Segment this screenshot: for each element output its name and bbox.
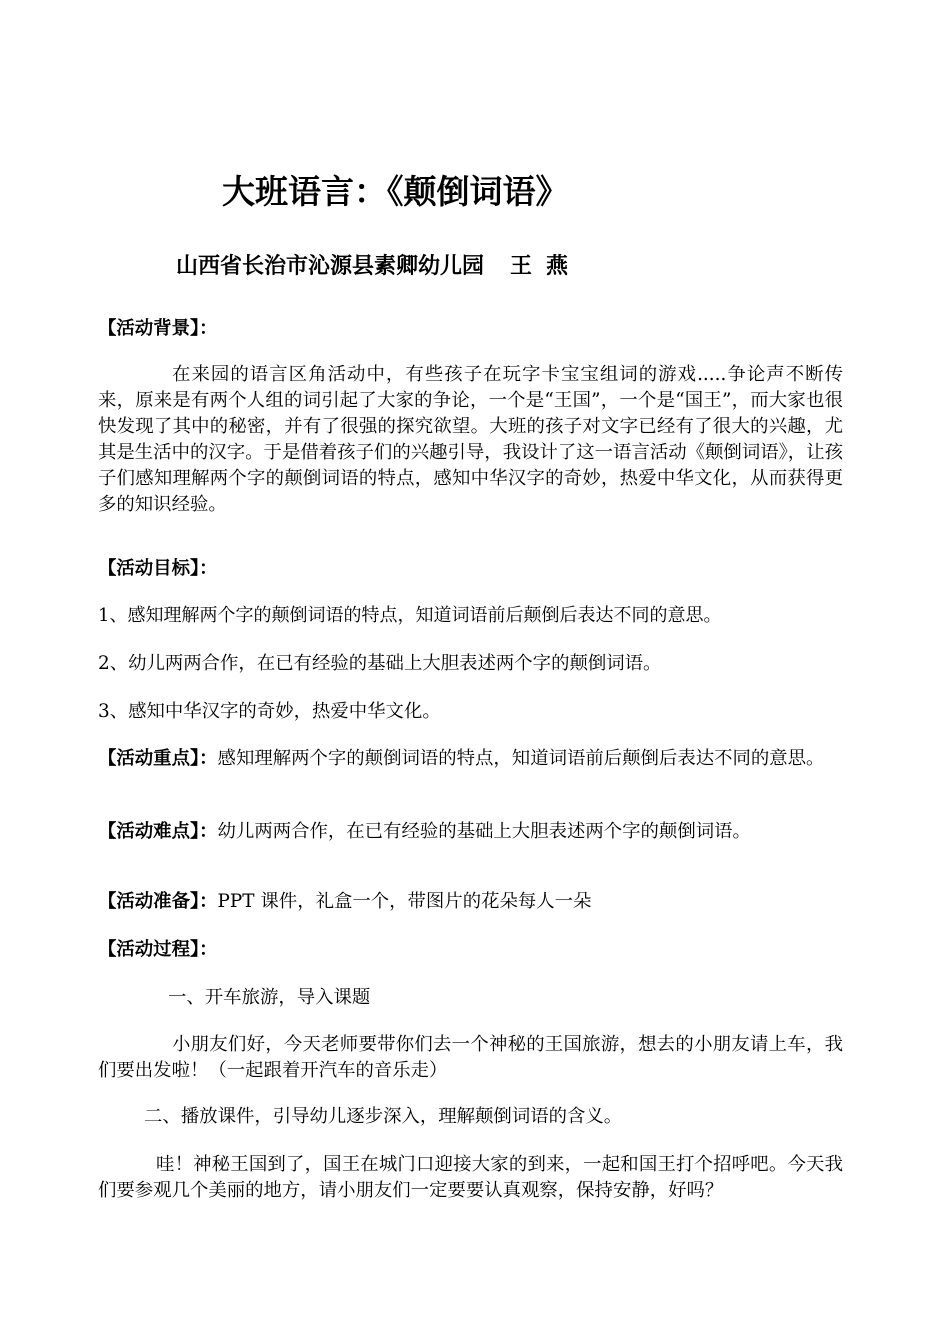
difficulty-text: 幼儿两两合作，在已有经验的基础上大胆表述两个字的颠倒词语。 (217, 821, 751, 842)
difficulty-section (98, 819, 843, 845)
process-step-2: 二、播放课件，引导幼儿逐步深入，理解颠倒词语的含义。 (144, 1106, 623, 1127)
key-point-heading: 【活动重点】： (98, 748, 218, 769)
background-text: 在来园的语言区角活动中，有些孩子在玩字卡宝宝组词的游戏.....争论声不断传来，原来是有两个人组的词引起了大家的争论，一个是“王国”，一个是“国王”，而大家也很快发现了其中的秘密，并有了很强的探究欲望。大班的孩子对文字已经有了很大的兴趣，尤其是生活中的汉字。于是借着孩子们的兴趣引导，我设计了这一语言活动《颠倒词语》，让孩子们感知理解两个字的颠倒词语的特点，感知中华汉字的奇妙，热爱中华文化，从而获得更多的知识经验。 (98, 364, 843, 515)
key-point-text: 感知理解两个字的颠倒词语的特点，知道词语前后颠倒后表达不同的意思。 (217, 748, 825, 769)
author-name: 王燕 (510, 254, 583, 279)
goal-item-2: 2、幼儿两两合作，在已有经验的基础上大胆表述两个字的颠倒词语。 (98, 653, 662, 674)
author-org: 山西省长治市沁源县素卿幼儿园 (176, 254, 485, 279)
background-section (98, 316, 843, 342)
difficulty-heading: 【活动难点】： (98, 821, 218, 842)
goals-heading-wrap (98, 556, 843, 582)
document-title: 大班语言：《颠倒词语》 (222, 172, 569, 211)
process-heading-wrap (98, 937, 843, 963)
background-heading: 【活动背景】： (98, 318, 218, 339)
process-step-1-text: 小朋友们好，今天老师要带你们去一个神秘的王国旅游，想去的小朋友请上车，我们要出发啦！（一起跟着开汽车的音乐走） (98, 1034, 843, 1081)
goals-heading: 【活动目标】： (98, 558, 218, 579)
preparation-heading: 【活动准备】： (98, 891, 218, 912)
process-step-2-text: 哇！神秘王国到了，国王在城门口迎接大家的到来，一起和国王打个招呼吧。今天我们要参观几个美丽的地方，请小朋友们一定要要认真观察，保持安静，好吗？ (98, 1154, 843, 1201)
process-heading: 【活动过程】： (98, 939, 218, 960)
key-point-section (98, 746, 843, 772)
author-line (176, 250, 582, 284)
goal-item-3: 3、感知中华汉字的奇妙，热爱中华文化。 (98, 701, 441, 722)
process-step-1: 一、开车旅游，导入课题 (168, 987, 371, 1008)
preparation-text: PPT 课件，礼盒一个，带图片的花朵每人一朵 (217, 891, 592, 912)
preparation-section (98, 889, 843, 915)
goal-item-1: 1、感知理解两个字的颠倒词语的特点，知道词语前后颠倒后表达不同的意思。 (98, 605, 722, 626)
